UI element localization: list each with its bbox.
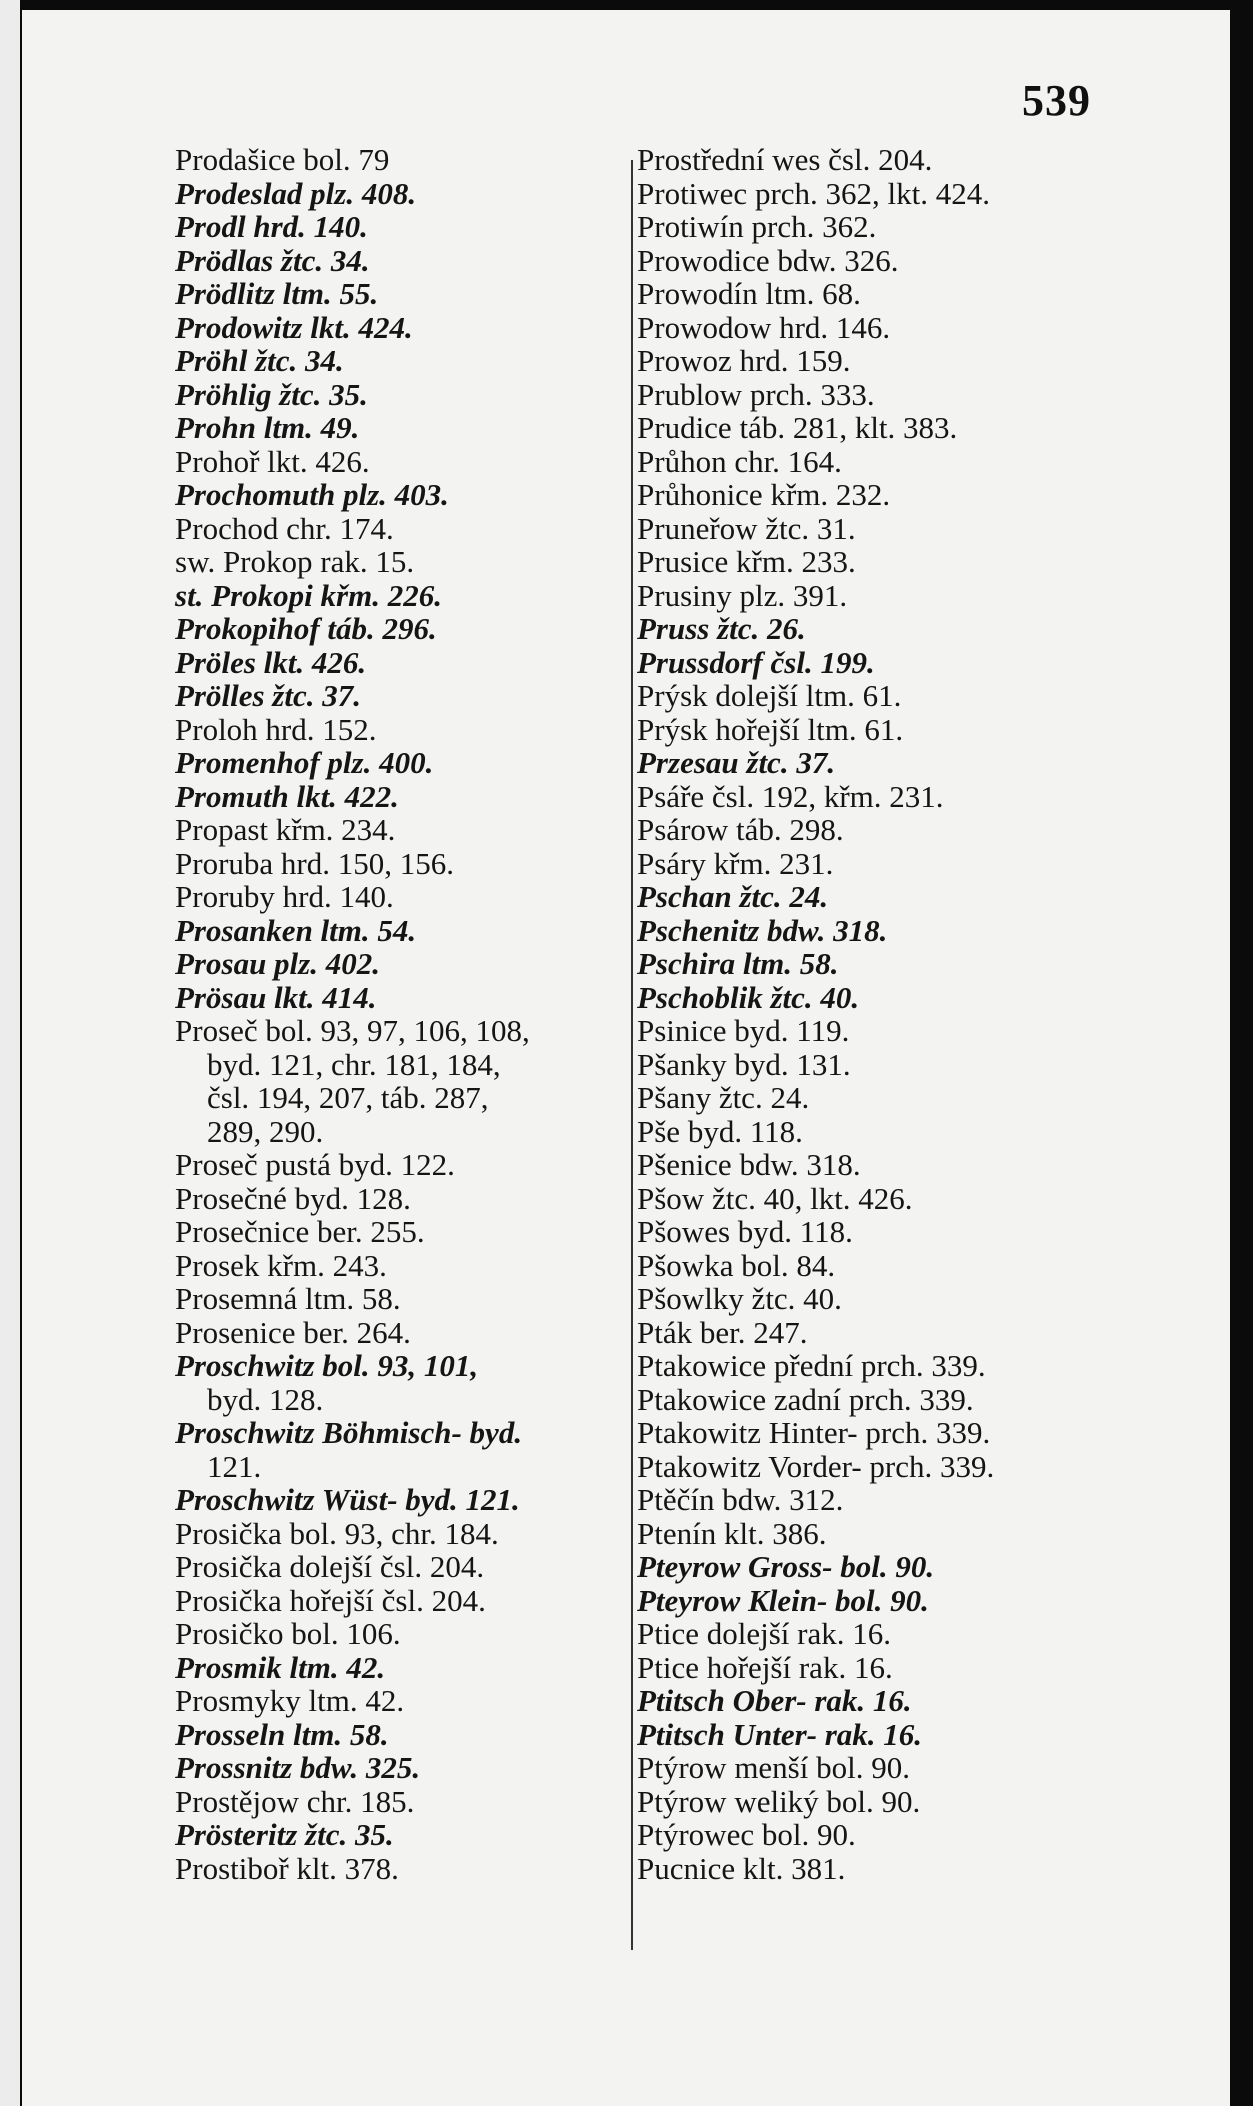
index-entry: st. Prokopi křm. 226. bbox=[175, 577, 442, 613]
index-entry: Prölles žtc. 37. bbox=[175, 678, 361, 713]
index-entry: Protiwín prch. 362. bbox=[637, 209, 877, 244]
index-entry: Prudice táb. 281, klt. 383. bbox=[637, 410, 958, 445]
index-entry: Pruneřow žtc. 31. bbox=[637, 510, 856, 546]
index-entry: Prossnitz bdw. 325. bbox=[175, 1750, 421, 1785]
index-entry: Prosmyky ltm. 42. bbox=[175, 1683, 405, 1718]
index-entry: Prokopihof táb. 296. bbox=[175, 611, 437, 646]
index-entry: Prosau plz. 402. bbox=[175, 946, 380, 981]
index-entry: Prosečnice ber. 255. bbox=[175, 1214, 425, 1249]
index-entry: Prussdorf čsl. 199. bbox=[637, 644, 875, 680]
index-entry: Prodowitz lkt. 424. bbox=[175, 309, 413, 345]
index-entry: Prusice křm. 233. bbox=[637, 544, 856, 579]
index-entry: Prosička hořejší čsl. 204. bbox=[175, 1582, 486, 1618]
index-entry: Psáře čsl. 192, křm. 231. bbox=[637, 778, 944, 814]
index-entry: Pše byd. 118. bbox=[637, 1113, 803, 1149]
index-entry: Pschoblik žtc. 40. bbox=[637, 979, 860, 1015]
index-entry: Prosička dolejší čsl. 204. bbox=[175, 1549, 485, 1584]
index-entry: Prosek křm. 243. bbox=[175, 1247, 387, 1283]
index-entry: Pták ber. 247. bbox=[637, 1314, 808, 1350]
index-entry: Prödlas žtc. 34. bbox=[175, 242, 370, 278]
index-entry: Prowoz hrd. 159. bbox=[637, 343, 851, 378]
index-entry: Prosička bol. 93, chr. 184. bbox=[175, 1515, 499, 1551]
index-entry: Prosmik ltm. 42. bbox=[175, 1649, 386, 1685]
index-entry: Pröhlig žtc. 35. bbox=[175, 376, 368, 412]
index-entry: Prohn ltm. 49. bbox=[175, 410, 360, 445]
index-entry: Pšowka bol. 84. bbox=[637, 1247, 836, 1283]
index-entry: Pschenitz bdw. 318. bbox=[637, 912, 888, 948]
index-entry: Pšowes byd. 118. bbox=[637, 1214, 853, 1249]
index-entry: Pšany žtc. 24. bbox=[637, 1080, 810, 1115]
index-entry: Prodl hrd. 140. bbox=[175, 209, 368, 244]
index-entry: Prostiboř klt. 378. bbox=[175, 1850, 399, 1886]
index-entry: Ptice hořejší rak. 16. bbox=[637, 1649, 893, 1685]
index-entry: Prödlitz ltm. 55. bbox=[175, 276, 379, 311]
index-entry: Ptakowitz Vorder- prch. 339. bbox=[637, 1448, 995, 1484]
index-entry: Prublow prch. 333. bbox=[637, 376, 875, 412]
index-entry: Promenhof plz. 400. bbox=[175, 745, 434, 780]
left-column bbox=[175, 143, 615, 1885]
index-entry: Průhonice křm. 232. bbox=[637, 477, 891, 512]
index-entry: sw. Prokop rak. 15. bbox=[175, 544, 415, 579]
index-entry: Proruba hrd. 150, 156. bbox=[175, 845, 454, 881]
index-entry: Pšowlky žtc. 40. bbox=[637, 1281, 842, 1316]
index-entry: Prosičko bol. 106. bbox=[175, 1616, 401, 1651]
index-entry: Proloh hrd. 152. bbox=[175, 711, 377, 747]
index-entry: Prýsk hořejší ltm. 61. bbox=[637, 711, 904, 747]
index-entry: Pröles lkt. 426. bbox=[175, 644, 367, 680]
index-entry: Ptýrow weliký bol. 90. bbox=[637, 1783, 921, 1819]
index-entry: Prowodow hrd. 146. bbox=[637, 309, 891, 345]
index-entry: Proseč pustá byd. 122. bbox=[175, 1147, 455, 1182]
index-entry: Pröhl žtc. 34. bbox=[175, 343, 344, 378]
index-entry: Promuth lkt. 422. bbox=[175, 778, 399, 814]
index-entry: Ptice dolejší rak. 16. bbox=[637, 1616, 891, 1651]
index-entry: Proschwitz Wüst- byd. 121. bbox=[175, 1482, 520, 1517]
index-entry-continuation: 289, 290. bbox=[207, 1113, 324, 1149]
index-entry: Proschwitz bol. 93, 101, bbox=[175, 1348, 479, 1383]
index-entry: Pšenice bdw. 318. bbox=[637, 1147, 861, 1182]
index-entry: Ptitsch Unter- rak. 16. bbox=[637, 1716, 923, 1752]
index-entry-continuation: 121. bbox=[207, 1448, 262, 1484]
index-entry: Ptenín klt. 386. bbox=[637, 1515, 827, 1551]
index-entry: Prowodice bdw. 326. bbox=[637, 242, 899, 278]
index-entry: Prosemná ltm. 58. bbox=[175, 1281, 401, 1316]
index-entry: Proschwitz Böhmisch- byd. bbox=[175, 1415, 523, 1450]
index-entry: Ptěčín bdw. 312. bbox=[637, 1482, 844, 1517]
index-entry: Ptýrowec bol. 90. bbox=[637, 1817, 856, 1852]
index-entry: Ptakowitz Hinter- prch. 339. bbox=[637, 1415, 991, 1450]
index-entry: Prodeslad plz. 408. bbox=[175, 175, 417, 211]
index-entry: Prostřední wes čsl. 204. bbox=[637, 142, 933, 177]
index-entry: Prösteritz žtc. 35. bbox=[175, 1817, 394, 1852]
column-divider bbox=[631, 160, 633, 1950]
right-column bbox=[637, 143, 1107, 1885]
index-entry: Psárow táb. 298. bbox=[637, 812, 844, 847]
index-entry: Prusiny plz. 391. bbox=[637, 577, 848, 613]
index-entry: Prochomuth plz. 403. bbox=[175, 477, 449, 512]
index-entry: Ptýrow menší bol. 90. bbox=[637, 1750, 910, 1785]
index-entry: Prowodín ltm. 68. bbox=[637, 276, 861, 311]
index-entry: Ptakowice zadní prch. 339. bbox=[637, 1381, 974, 1417]
index-entry-continuation: byd. 128. bbox=[207, 1381, 324, 1417]
index-entry: Protiwec prch. 362, lkt. 424. bbox=[637, 175, 991, 211]
index-entry: Proruby hrd. 140. bbox=[175, 879, 394, 914]
index-entry: Prýsk dolejší ltm. 61. bbox=[637, 678, 902, 713]
index-entry: Pucnice klt. 381. bbox=[637, 1850, 846, 1886]
index-entry: Pteyrow Gross- bol. 90. bbox=[637, 1549, 935, 1584]
index-entry: Prosenice ber. 264. bbox=[175, 1314, 411, 1350]
index-entry: Psinice byd. 119. bbox=[637, 1013, 850, 1048]
index-entry: Pšow žtc. 40, lkt. 426. bbox=[637, 1180, 913, 1216]
index-entry: Prösau lkt. 414. bbox=[175, 979, 377, 1015]
index-entry: Proseč bol. 93, 97, 106, 108, bbox=[175, 1013, 530, 1048]
index-entry: Prohoř lkt. 426. bbox=[175, 443, 370, 479]
index-entry: Propast křm. 234. bbox=[175, 812, 396, 847]
index-entry: Prosanken ltm. 54. bbox=[175, 912, 417, 948]
index-entry: Ptakowice přední prch. 339. bbox=[637, 1348, 986, 1383]
index-entry: Psáry křm. 231. bbox=[637, 845, 834, 881]
index-entry: Pšanky byd. 131. bbox=[637, 1046, 851, 1082]
index-entry-continuation: čsl. 194, 207, táb. 287, bbox=[207, 1080, 489, 1115]
index-entry: Prodašice bol. 79 bbox=[175, 142, 390, 177]
index-entry: Průhon chr. 164. bbox=[637, 443, 842, 479]
page-number: 539 bbox=[1022, 76, 1091, 125]
index-entry: Pschan žtc. 24. bbox=[637, 879, 829, 914]
index-entry: Pteyrow Klein- bol. 90. bbox=[637, 1582, 929, 1618]
index-entry: Prochod chr. 174. bbox=[175, 510, 394, 546]
index-entry: Prostějow chr. 185. bbox=[175, 1783, 415, 1819]
index-entry: Ptitsch Ober- rak. 16. bbox=[637, 1683, 912, 1718]
index-entry-continuation: byd. 121, chr. 181, 184, bbox=[207, 1046, 501, 1082]
index-entry: Pschira ltm. 58. bbox=[637, 946, 839, 981]
previous-page-edge bbox=[0, 0, 20, 2106]
index-entry: Przesau žtc. 37. bbox=[637, 745, 836, 780]
index-entry: Prosečné byd. 128. bbox=[175, 1180, 411, 1216]
index-entry: Pruss žtc. 26. bbox=[637, 611, 806, 646]
index-entry: Prosseln ltm. 58. bbox=[175, 1716, 389, 1752]
